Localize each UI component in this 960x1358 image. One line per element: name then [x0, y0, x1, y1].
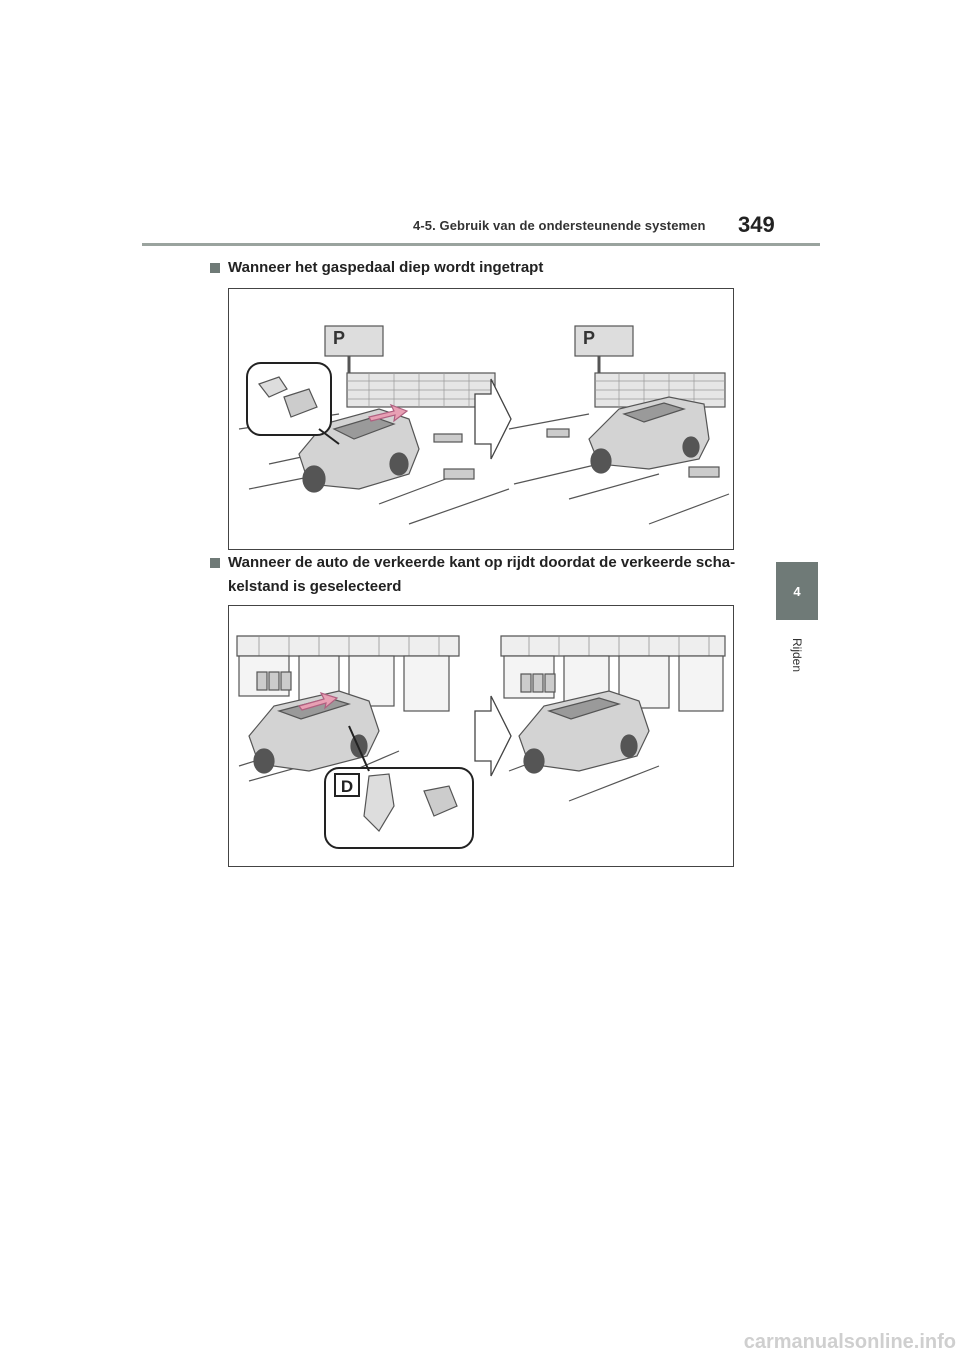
transition-arrow-icon-2 [475, 696, 511, 776]
heading-text-line2: kelstand is geselecteerd [228, 578, 402, 595]
page-number: 349 [738, 212, 775, 237]
left-scene-2 [237, 636, 473, 848]
chapter-label-box [783, 630, 811, 680]
chapter-label: Rijden [790, 637, 804, 673]
gear-letter: D [340, 777, 354, 796]
section-heading-2 [210, 551, 770, 599]
heading-text-line1: Wanneer de auto de verkeerde kant op rijdt doordat de verkeerde scha- [228, 554, 736, 571]
section-title: 4-5. Gebruik van de ondersteunende systemen [413, 218, 706, 233]
accelerator-illustration-svg [229, 289, 733, 549]
wrong-gear-illustration-svg [229, 606, 733, 866]
parking-sign-letter-right: P [582, 328, 596, 348]
illustration-wrong-gear [228, 605, 734, 867]
parking-sign-letter: P [332, 328, 346, 348]
watermark-text: carmanualsonline.info [743, 1331, 956, 1353]
section-heading-1 [210, 256, 770, 280]
left-scene [239, 326, 509, 524]
chapter-tab[interactable] [776, 562, 818, 620]
chapter-number: 4 [793, 583, 801, 599]
header-divider [142, 243, 820, 246]
right-scene [509, 326, 729, 524]
heading-text: Wanneer het gaspedaal diep wordt ingetrapt [228, 259, 544, 276]
square-bullet-icon [210, 558, 220, 568]
square-bullet-icon [210, 263, 220, 273]
watermark-logo [660, 1324, 960, 1358]
right-scene-2 [501, 636, 725, 801]
illustration-accelerator [228, 288, 734, 550]
